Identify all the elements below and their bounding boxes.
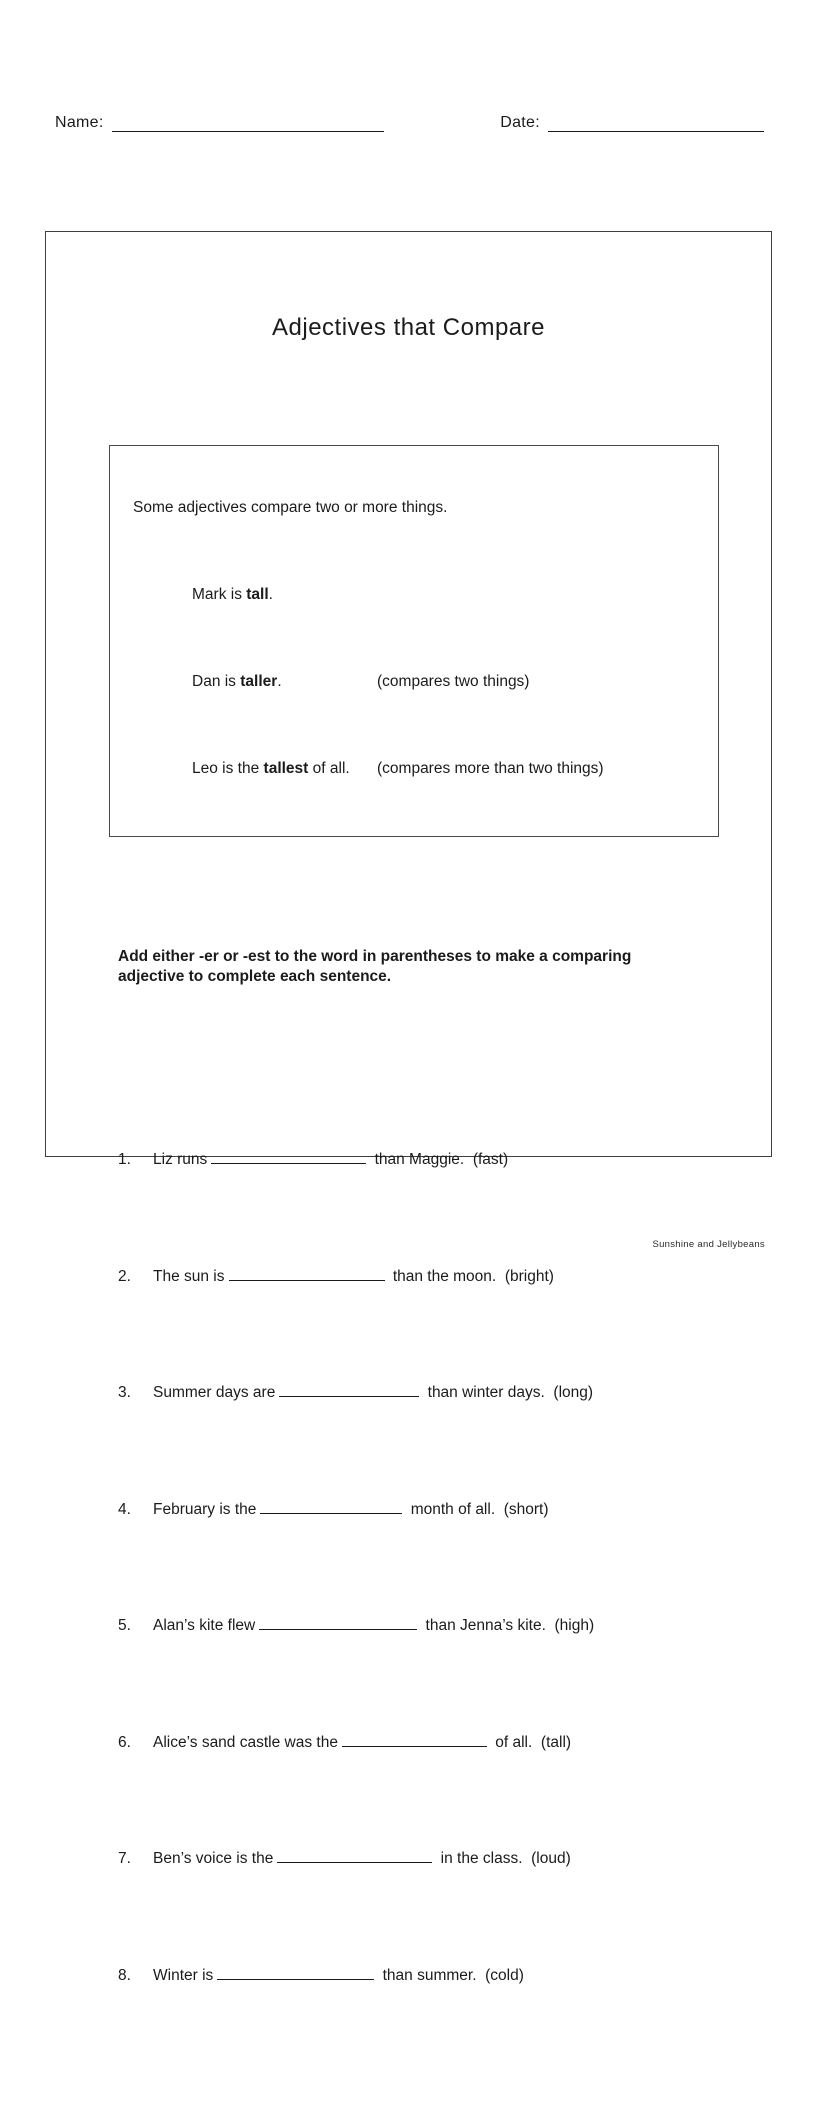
date-label: Date: <box>500 114 540 131</box>
example-line <box>133 671 708 693</box>
question-number: 6. <box>118 1733 131 1751</box>
instructions-text: Add either -er or -est to the word in parentheses to make a comparing adjective to complete each sentence. <box>118 948 636 985</box>
example-line <box>133 758 708 780</box>
example-note: (compares two things) <box>377 673 530 690</box>
answer-blank <box>229 1266 385 1281</box>
question-sentence: February is the month of all. (short) <box>153 1500 549 1518</box>
question-row <box>118 1965 771 1986</box>
question-row <box>118 1382 771 1403</box>
name-field-group <box>55 114 384 132</box>
example-box <box>109 445 719 837</box>
date-blank-line <box>548 114 764 132</box>
answer-blank <box>279 1382 419 1397</box>
question-row <box>118 1499 771 1520</box>
answer-blank <box>277 1848 432 1863</box>
footer-credit: Sunshine and Jellybeans <box>652 1239 765 1250</box>
question-sentence: Alice’s sand castle was the of all. (tall) <box>153 1733 572 1751</box>
example-note: (compares more than two things) <box>377 760 604 777</box>
question-row <box>118 1149 771 1170</box>
example-sentence: Dan is taller. <box>192 673 282 690</box>
answer-blank <box>211 1149 366 1164</box>
name-label: Name: <box>55 114 104 131</box>
answer-blank <box>260 1499 402 1514</box>
example-sentence: Leo is the tallest of all. <box>192 760 350 777</box>
answer-blank <box>259 1615 417 1630</box>
question-number: 4. <box>118 1500 131 1518</box>
question-number: 3. <box>118 1384 131 1401</box>
question-number: 5. <box>118 1617 131 1634</box>
question-sentence: Ben’s voice is the in the class. (loud) <box>153 1850 571 1867</box>
question-sentence: The sun is than the moon. (bright) <box>153 1267 554 1285</box>
question-row <box>118 1266 771 1287</box>
answer-blank <box>217 1965 374 1980</box>
name-blank-line <box>112 114 384 132</box>
example-line <box>133 584 708 606</box>
question-sentence: Liz runs than Maggie. (fast) <box>153 1151 509 1168</box>
question-sentence: Winter is than summer. (cold) <box>153 1966 524 1984</box>
question-row <box>118 1848 771 1869</box>
question-sentence: Alan’s kite flew than Jenna’s kite. (high) <box>153 1617 595 1634</box>
example-sentence: Mark is tall. <box>192 586 273 603</box>
question-number: 7. <box>118 1850 131 1867</box>
answer-blank <box>342 1732 487 1747</box>
question-number: 1. <box>118 1151 131 1168</box>
question-number: 2. <box>118 1267 131 1285</box>
example-intro: Some adjectives compare two or more things. <box>133 499 448 516</box>
header-row <box>55 114 764 132</box>
date-field-group <box>500 114 764 132</box>
question-number: 8. <box>118 1966 131 1984</box>
question-sentence: Summer days are than winter days. (long) <box>153 1384 594 1401</box>
example-note <box>377 584 708 606</box>
page-title: Adjectives that Compare <box>272 314 545 341</box>
question-row <box>118 1615 771 1636</box>
question-row <box>118 1732 771 1753</box>
